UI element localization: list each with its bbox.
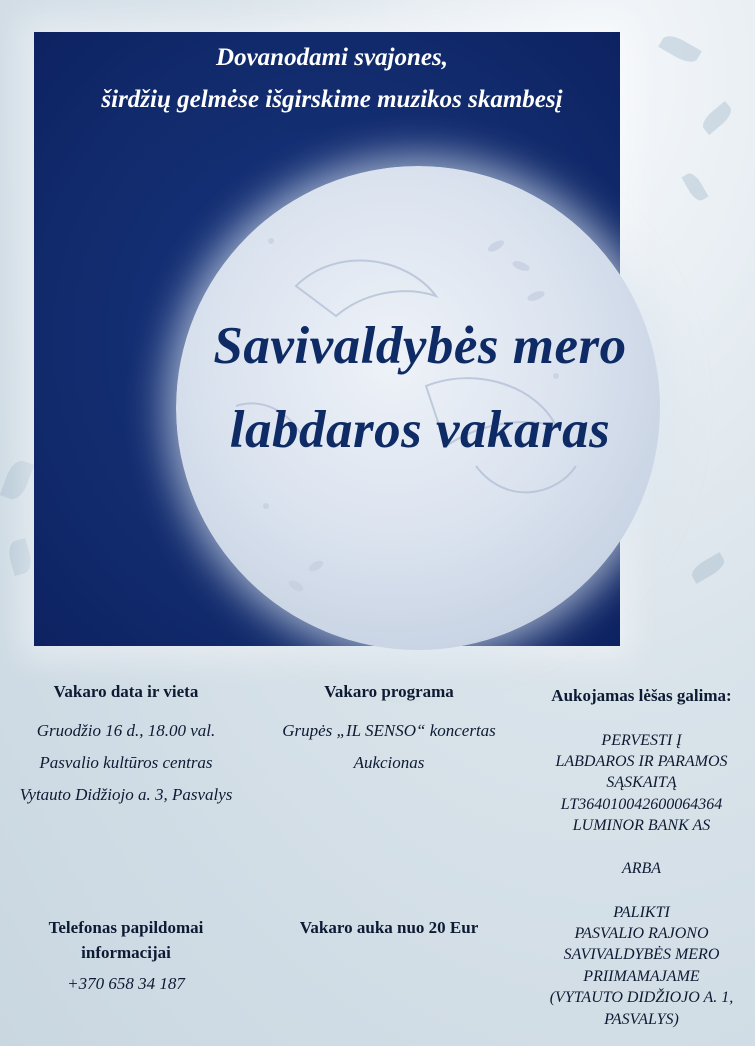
donation-line: LABDAROS IR PARAMOS — [555, 753, 728, 770]
program-item-auction: Aukcionas — [353, 753, 425, 772]
decorative-leaf — [699, 101, 735, 135]
event-title-line-2: labdaros vakaras — [229, 401, 611, 459]
bank-name: LUMINOR BANK AS — [572, 817, 711, 834]
donation-line: SAVIVALDYBĖS MERO — [563, 946, 720, 963]
decorative-leaf — [681, 171, 708, 204]
date-place-heading: Vakaro data ir vieta — [53, 682, 199, 701]
phone-heading-line-1: Telefonas papildomai — [48, 918, 204, 937]
tagline-line-2: širdžių gelmėse išgirskime muzikos skambesį — [101, 86, 563, 113]
donation-line: PERVESTI Į — [601, 732, 682, 749]
decorative-leaf — [688, 552, 727, 584]
donation-line: (VYTAUTO DIDŽIOJO A. 1, — [549, 989, 734, 1006]
phone-number: +370 658 34 187 — [67, 974, 185, 993]
decorative-leaf — [6, 538, 34, 576]
program-heading: Vakaro programa — [324, 682, 454, 701]
event-title-line-1: Savivaldybės mero — [213, 317, 627, 375]
event-date: Gruodžio 16 d., 18.00 val. — [36, 721, 216, 740]
program-item-concert: Grupės „IL SENSO“ koncertas — [282, 721, 496, 740]
donation-line: PALIKTI — [613, 904, 670, 921]
ticket-price: Vakaro auka nuo 20 Eur — [299, 918, 479, 937]
bank-account-number: LT364010042600064364 — [560, 796, 723, 813]
venue-address: Vytauto Didžiojo a. 3, Pasvalys — [19, 785, 233, 804]
donation-line: PASVALIO RAJONO — [574, 925, 709, 942]
donation-line: SĄSKAITĄ — [606, 774, 677, 791]
donation-or: ARBA — [621, 860, 662, 877]
donation-line: PRIIMAMAJAME — [583, 968, 700, 985]
donation-heading: Aukojamas lėšas galima: — [551, 686, 732, 705]
phone-heading-line-2: informacijai — [81, 943, 171, 962]
donation-line: PASVALYS) — [604, 1011, 679, 1028]
decorative-leaf — [0, 457, 34, 502]
tagline-line-1: Dovanodami svajones, — [216, 44, 448, 71]
venue-name: Pasvalio kultūros centras — [39, 753, 213, 772]
decorative-leaf — [658, 31, 702, 67]
